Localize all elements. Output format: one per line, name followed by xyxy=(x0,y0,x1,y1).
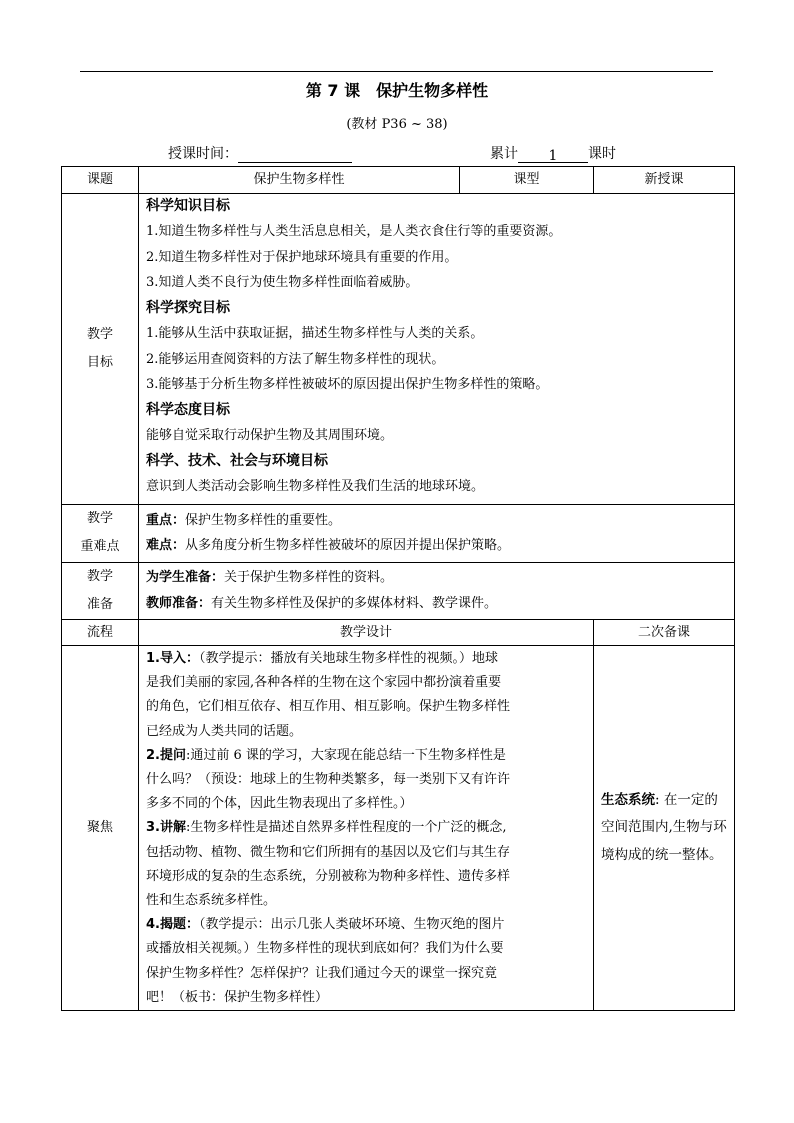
note-text: : 在一定的空间范围内,生物与环境构成的统一整体。 xyxy=(601,791,727,863)
design-line: 或播放相关视频。）生物多样性的现状到底如何？我们为什么要 xyxy=(146,941,504,957)
topic-value: 保护生物多样性 xyxy=(139,167,460,194)
design-line: 多多不同的个体，因此生物表现出了多样性。） xyxy=(146,796,413,812)
objective-item: 意识到人类活动会影响生物多样性及我们生活的地球环境。 xyxy=(146,479,485,494)
lesson-type-value: 新授课 xyxy=(594,167,735,194)
flow-header-row xyxy=(62,619,735,646)
lesson-type-label: 课型 xyxy=(460,167,594,194)
topic-row xyxy=(62,167,735,194)
objectives-row xyxy=(62,193,735,504)
design-line: 保护生物多样性？怎样保护？让我们通过今天的课堂一探究竟 xyxy=(146,965,498,981)
key-points-row xyxy=(62,504,735,562)
teaching-time xyxy=(168,143,352,163)
total-unit: 课时 xyxy=(588,146,616,162)
objective-item: 2.知道生物多样性对于保护地球环境具有重要的作用。 xyxy=(146,249,458,265)
design-line: 什么吗？（预设：地球上的生物种类繁多，每一类别下又有许许 xyxy=(146,772,511,788)
note-term: 生态系统 xyxy=(601,791,655,808)
total-label: 累计 xyxy=(490,146,518,162)
preparation-label: 教学 准备 xyxy=(62,562,139,619)
teaching-time-label: 授课时间： xyxy=(168,146,238,162)
teacher-preparation: 教师准备：有关生物多样性及保护的多媒体材料、教学课件。 xyxy=(146,595,498,611)
difficult-point: 难点：从多角度分析生物多样性被破坏的原因并提出保护策略。 xyxy=(146,538,511,553)
total-periods xyxy=(490,143,616,163)
preparation-content xyxy=(139,562,735,619)
objective-heading-knowledge: 科学知识目标 xyxy=(146,197,230,214)
focus-design xyxy=(139,646,594,1011)
flow-header: 流程 xyxy=(62,619,139,646)
second-prep-header: 二次备课 xyxy=(594,619,735,646)
objective-item: 1.能够从生活中获取证据，描述生物多样性与人类的关系。 xyxy=(146,326,484,341)
total-value: 1 xyxy=(518,148,588,163)
design-line: 的角色，它们相互依存、相互作用、相互影响。保护生物多样性 xyxy=(146,699,511,715)
design-line: 3.讲解:生物多样性是描述自然界多样性程度的一个广泛的概念, xyxy=(146,820,507,836)
objectives-label: 教学 目标 xyxy=(62,193,139,504)
design-line: 是我们美丽的家园,各种各样的生物在这个家园中都扮演着重要 xyxy=(146,675,502,691)
teaching-time-blank xyxy=(238,148,352,163)
textbook-pages: (教材 P36 ~ 38) xyxy=(346,117,448,132)
key-points-content xyxy=(139,504,735,562)
topic-label: 课题 xyxy=(62,167,139,194)
objective-heading-stse: 科学、技术、社会与环境目标 xyxy=(146,452,328,469)
objective-heading-inquiry: 科学探究目标 xyxy=(146,299,230,316)
focus-row xyxy=(62,646,735,1011)
design-line: 环境形成的复杂的生态系统，分别被称为物种多样性、遗传多样 xyxy=(146,868,511,884)
student-preparation: 为学生准备：关于保护生物多样性的资料。 xyxy=(146,570,394,585)
design-line: 包括动物、植物、微生物和它们所拥有的基因以及它们与其生存 xyxy=(146,844,511,860)
focus-label: 聚焦 xyxy=(62,646,139,1011)
objective-item: 2.能够运用查阅资料的方法了解生物多样性的现状。 xyxy=(146,351,445,367)
design-line: 已经成为人类共同的话题。 xyxy=(146,723,303,739)
objective-item: 3.能够基于分析生物多样性被破坏的原因提出保护生物多样性的策略。 xyxy=(146,377,549,392)
design-line: 2.提问:通过前 6 课的学习，大家现在能总结一下生物多样性是 xyxy=(146,747,506,763)
design-line: 性和生态系统多样性。 xyxy=(146,893,277,909)
objectives-content xyxy=(139,193,735,504)
lesson-plan-table xyxy=(61,166,735,1011)
key-point: 重点：保护生物多样性的重要性。 xyxy=(146,512,342,528)
design-header: 教学设计 xyxy=(139,619,594,646)
design-line: 4.揭题：（教学提示：出示几张人类破坏环境、生物灭绝的图片 xyxy=(146,917,505,933)
lesson-title: 第 7 课 保护生物多样性 xyxy=(305,81,489,100)
preparation-row xyxy=(62,562,735,619)
design-line: 吧！（板书：保护生物多样性） xyxy=(146,989,329,1005)
header-rule xyxy=(80,71,713,72)
objective-item: 1.知道生物多样性与人类生活息息相关，是人类衣食住行等的重要资源。 xyxy=(146,224,562,239)
design-line: 1.导入：（教学提示：播放有关地球生物多样性的视频。）地球 xyxy=(146,651,498,666)
second-prep-note xyxy=(594,646,735,1011)
objective-item: 3.知道人类不良行为使生物多样性面临着威胁。 xyxy=(146,275,419,290)
key-points-label: 教学 重难点 xyxy=(62,504,139,562)
objective-heading-attitude: 科学态度目标 xyxy=(146,401,230,418)
objective-item: 能够自觉采取行动保护生物及其周围环境。 xyxy=(146,428,394,443)
